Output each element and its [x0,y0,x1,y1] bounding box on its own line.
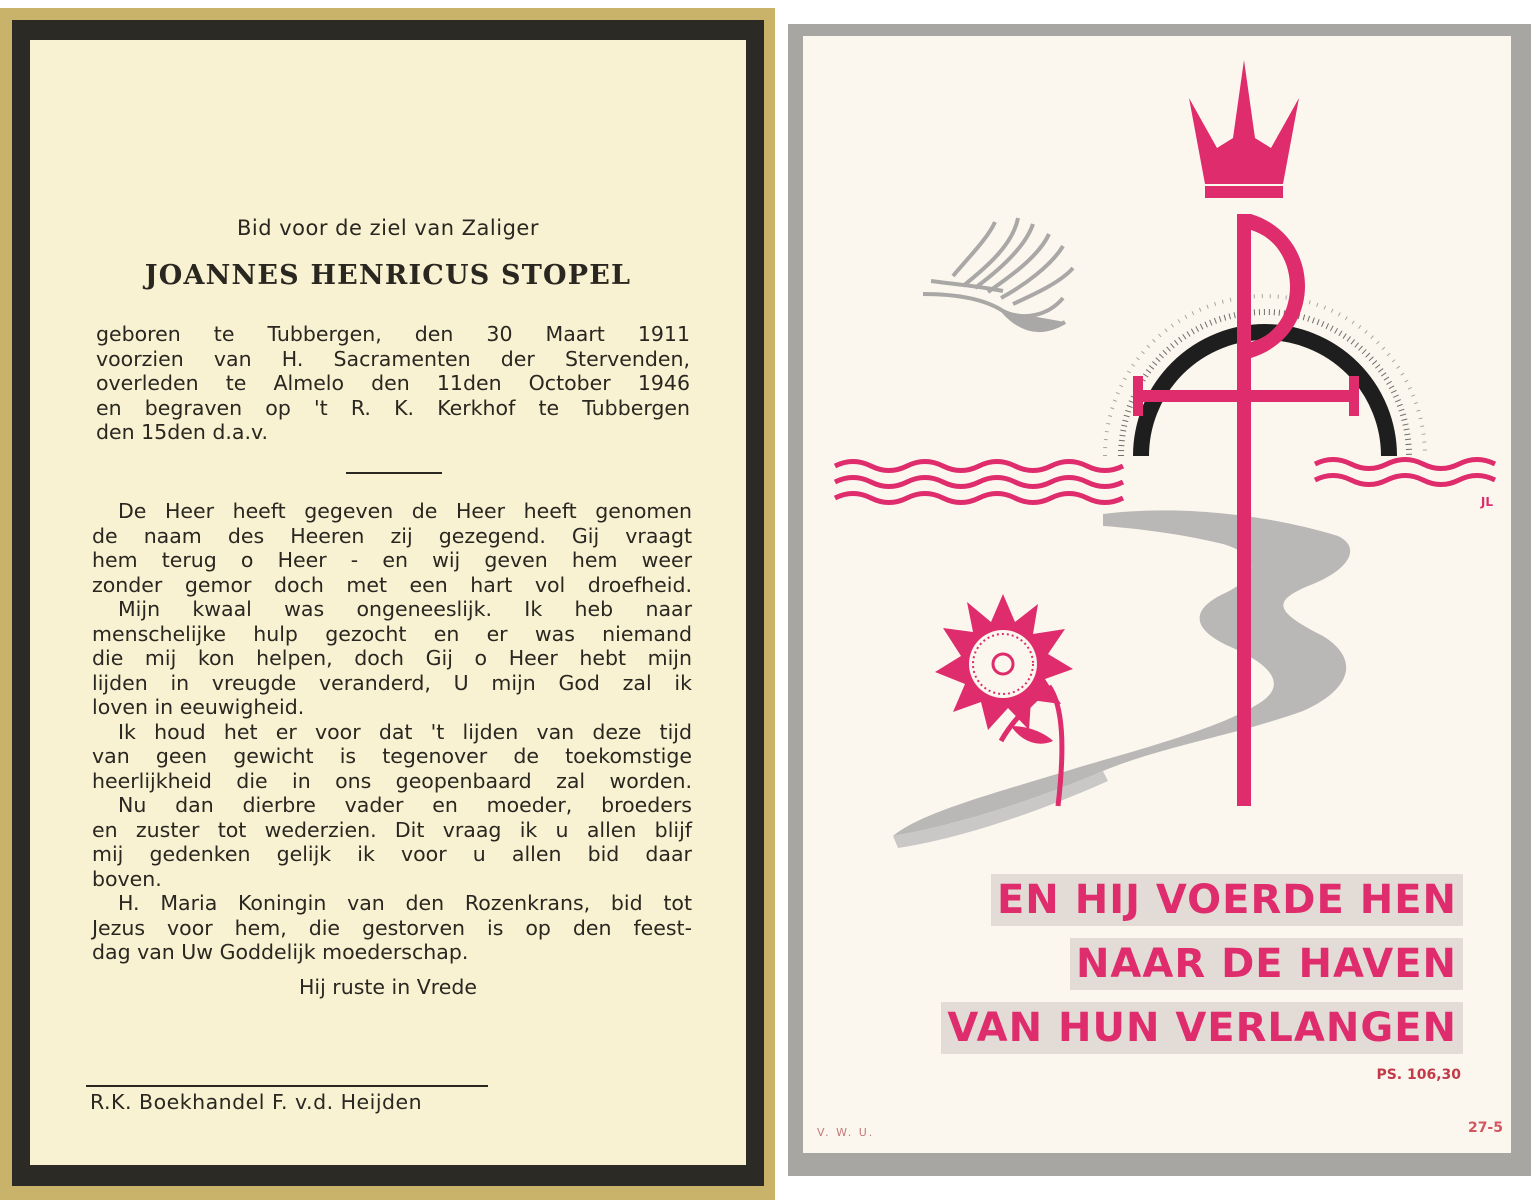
bio-line: overleden te Almelo den 11den October 1946 [96,371,690,396]
verse-line: dag van Uw Goddelijk moederschap. [92,940,469,964]
printer-credit: R.K. Boekhandel F. v.d. Heijden [90,1090,423,1114]
verse-line: De Heer heeft gegeven de Heer heeft genomen [118,499,692,523]
rest-in-peace: Hij ruste in Vrede [298,975,478,999]
card-number: 27-5 [1467,1120,1503,1136]
memorial-verse [92,499,692,965]
waves-icon [835,460,1495,503]
biography [96,322,690,445]
crown-icon [1189,60,1299,198]
prayer-intro: Bid voor de ziel van Zaliger [237,216,539,240]
verse-line: en zuster tot wederzien. Dit vraag ik u allen blijf [92,817,692,842]
verse-line: Ik houd het er voor dat 't lijden van deze tijd [118,719,692,744]
bio-line: voorzien van H. Sacramenten der Stervenden, [96,346,690,371]
psalm-reference: PS. 106,30 [1376,1067,1461,1083]
verse-line: boven. [92,866,162,891]
motto-line: EN HIJ VOERDE HEN [991,874,1463,926]
dove-icon [923,218,1073,330]
verse-line: H. Maria Koningin van den Rozenkrans, bid tot [118,891,692,915]
card-paper-illustrated [803,36,1511,1153]
bio-line: den 15den d.a.v. [96,420,269,445]
verse-line: van geen gewicht is tegenover de toekomstige [92,744,692,768]
memorial-card-text-side [0,8,775,1200]
chi-rho-cross-icon [1133,214,1359,806]
motto-line: NAAR DE HAVEN [1070,938,1463,990]
verse-line: zonder gemor doch met een hart vol droefheid. [92,572,692,597]
verse-line: de naam des Heeren zij gezegend. Gij vraagt [92,523,692,548]
verse-line: mij gedenken gelijk ik voor u allen bid daar [92,842,692,866]
verse-line: heerlijkheid die in ons geopenbaard zal worden. [92,768,692,793]
verse-line: lijden in vreugde veranderd, U mijn God zal ik [92,670,692,695]
verse-line: loven in eeuwigheid. [92,695,305,719]
memorial-card-image-side [788,24,1531,1176]
publisher-mark: V. W. U. [817,1126,875,1139]
verse-line: hem terug o Heer - en wij geven hem weer [92,548,692,572]
rising-sun-icon [1105,296,1425,456]
flower-icon [935,594,1073,806]
bio-line: en begraven op 't R. K. Kerkhof te Tubbergen [96,395,690,420]
artist-mark: JL [1480,495,1493,509]
motto-line: VAN HUN VERLANGEN [941,1002,1463,1054]
printer-divider [86,1085,488,1087]
verse-line: die mij kon helpen, doch Gij o Heer hebt mijn [92,646,692,670]
verse-line: Mijn kwaal was ongeneeslijk. Ik heb naar [118,597,692,621]
verse-line: Nu dan dierbre vader en moeder, broeders [118,793,692,817]
deceased-name: JOANNES HENRICUS STOPEL [144,260,632,291]
verse-line: Jezus voor hem, die gestorven is op den feest- [92,915,692,940]
card-paper [30,40,746,1165]
divider [346,472,442,474]
bio-line: geboren te Tubbergen, den 30 Maart 1911 [96,322,690,346]
verse-line: menschelijke hulp gezocht en er was niemand [92,621,692,646]
